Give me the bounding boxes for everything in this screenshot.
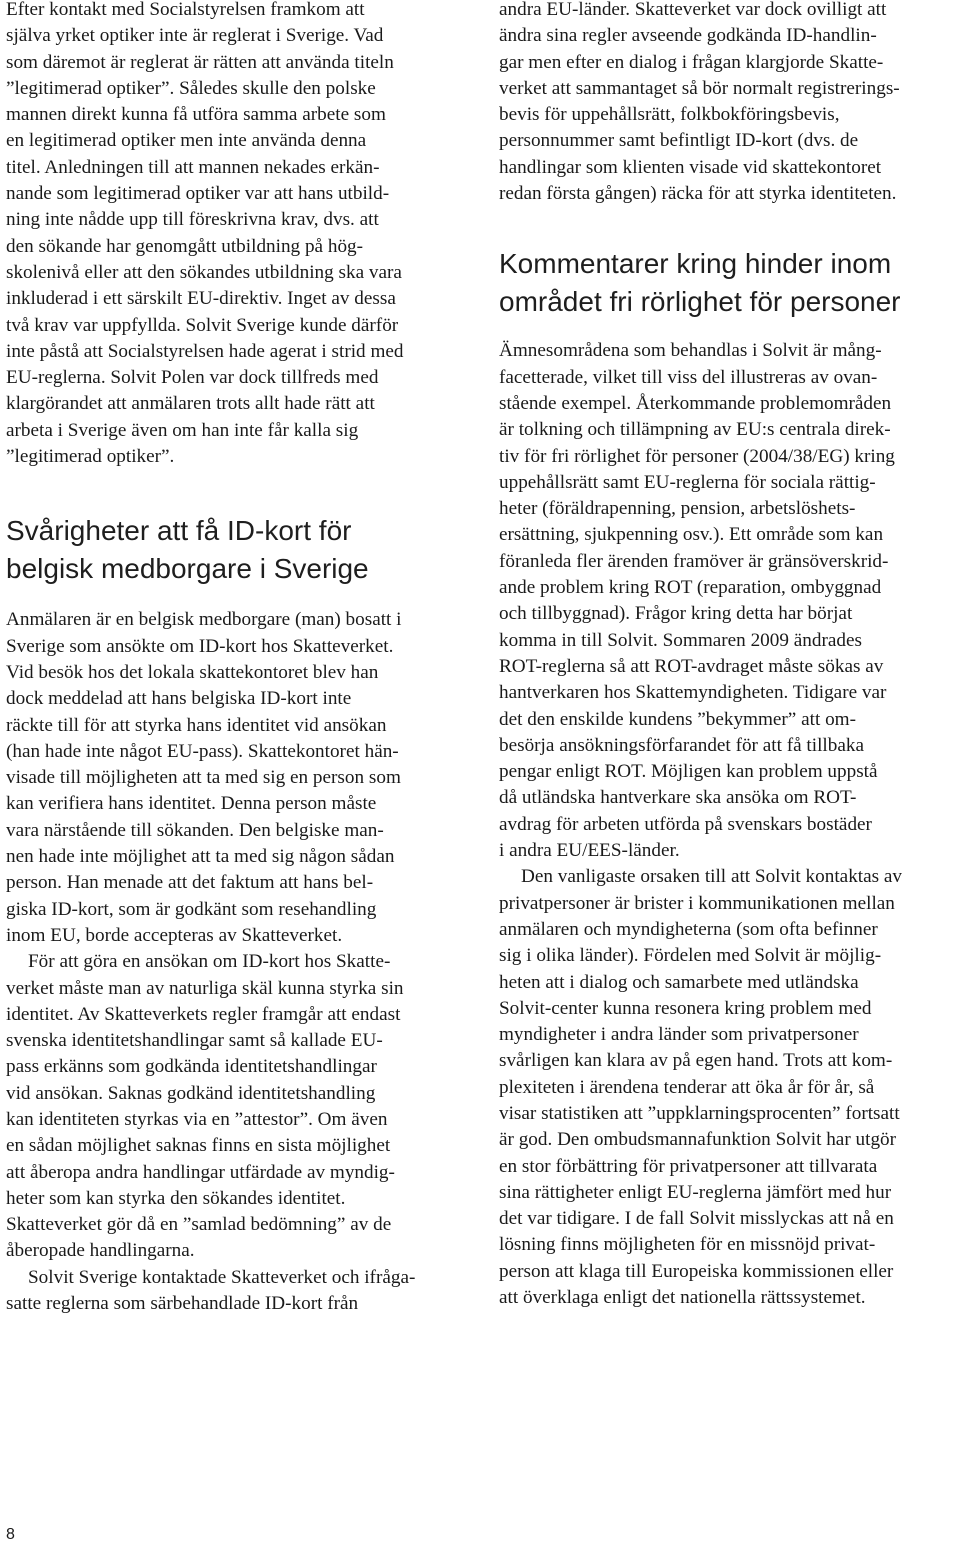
text-line: gar men efter en dialog i frågan klargjorde Skatte- (499, 51, 884, 73)
paragraph-id-kort (6, 607, 468, 949)
text-line: två krav var uppfyllda. Solvit Sverige kunde därför (6, 314, 399, 336)
text-line: visar statistiken att ”uppklarningsprocenten” fortsatt (499, 1102, 900, 1124)
text-line: det var tidigare. I de fall Solvit misslyckas att nå en (499, 1208, 894, 1230)
text-line: ning inte nådde upp till föreskrivna krav, dvs. att (6, 209, 379, 231)
text-line: sina rättigheter enligt EU-reglerna jämfört med hur (499, 1181, 892, 1203)
text-line: arbeta i Sverige även om han inte får kalla sig (6, 419, 359, 441)
heading-line: området fri rörlighet för personer (499, 286, 901, 318)
text-line: titel. Anledningen till att mannen nekades erkän- (6, 156, 380, 178)
text-line: det den enskilde kundens ”bekymmer” att om- (499, 708, 856, 730)
text-line: Solvit-center kunna resonera kring problem med (499, 997, 872, 1019)
text-line: mannen direkt kunna få utföra samma arbete som (6, 104, 386, 126)
page-number: 8 (6, 1526, 15, 1543)
text-line: lösning finns möjligheten för en missnöjd privat- (499, 1234, 876, 1256)
text-line: som däremot är reglerat är rätten att använda titeln (6, 51, 394, 73)
text-line: svenska identitetshandlingar samt så kallade EU- (6, 1030, 383, 1052)
text-line: heter (föräldrapenning, pension, arbetslöshets- (499, 498, 856, 520)
text-line: verket att sammantaget så bör normalt registrerings- (499, 77, 900, 99)
text-line: vara närstående till sökanden. Den belgiske man- (6, 819, 384, 841)
section-heading-kommentarer (499, 245, 960, 321)
text-line: en legitimerad optiker men inte använda denna (6, 130, 367, 152)
text-line: uppehållsrätt samt EU-reglerna för sociala rättig- (499, 471, 876, 493)
text-line: person. Han menade att det faktum att hans bel- (6, 872, 374, 894)
left-column (6, 0, 468, 1317)
heading-line: Kommentarer kring hinder inom (499, 248, 892, 280)
text-line: inte påstå att Socialstyrelsen hade agerat i strid med (6, 340, 404, 362)
paragraph-solvit-kontakt (6, 1265, 468, 1318)
right-column (499, 0, 960, 1311)
text-line: räckte till för att styrka hans identitet vid ansökan (6, 714, 387, 736)
text-line: ”legitimerad optiker”. Således skulle den polske (6, 77, 376, 99)
text-line: ändra sina regler avseende godkända ID-handlin- (499, 25, 877, 47)
text-line: satte reglerna som särbehandlade ID-kort från (6, 1293, 359, 1315)
text-line: heten att i dialog och samarbete med utländska (499, 971, 859, 993)
text-line: svårligen kan klara av på egen hand. Trots att kom- (499, 1050, 893, 1072)
section-heading-id-kort (6, 512, 468, 588)
text-line: skolenivå eller att den sökandes utbildning ska vara (6, 261, 402, 283)
text-line: Ämnesområdena som behandlas i Solvit är mång- (499, 340, 882, 362)
text-line: giska ID-kort, som är godkänt som resehandling (6, 898, 377, 920)
text-line: föranleda fler ärenden framöver är gränsöverskrid- (499, 550, 889, 572)
text-line: handlingar som klienten visade vid skattekontoret (499, 156, 882, 178)
text-line: hantverkaren hos Skattemyndigheten. Tidigare var (499, 682, 887, 704)
text-line: inkluderad i ett särskilt EU-direktiv. Inget av dessa (6, 288, 396, 310)
text-line: visade till möjligheten att ta med sig en person som (6, 767, 401, 789)
text-line: Skatteverket gör då en ”samlad bedömning” av de (6, 1214, 392, 1236)
text-line: en sådan möjlighet saknas finns en sista möjlighet (6, 1135, 391, 1157)
paragraph-amnesomraden (499, 338, 960, 864)
text-line: den sökande har genomgått utbildning på hög- (6, 235, 364, 257)
text-line: ande problem kring ROT (reparation, ombyggnad (499, 577, 882, 599)
text-line: och tillbyggnad). Frågor kring detta har börjat (499, 603, 853, 625)
text-line: anmälaren och myndigheterna (som ofta befinner (499, 918, 878, 940)
heading-line: belgisk medborgare i Sverige (6, 553, 369, 585)
text-line: nande som legitimerad optiker var att hans utbild- (6, 183, 390, 205)
text-line: ”legitimerad optiker”. (6, 446, 175, 468)
text-line: nen hade inte möjlighet att ta med sig någon sådan (6, 846, 395, 868)
text-line: i andra EU/EES-länder. (499, 840, 680, 862)
text-line: Efter kontakt med Socialstyrelsen framkom att (6, 0, 365, 20)
paragraph-id-kort-continued (499, 0, 960, 207)
text-line: person att klaga till Europeiska kommissionen eller (499, 1260, 894, 1282)
text-line: vid ansökan. Saknas godkänd identitetshandling (6, 1082, 376, 1104)
text-line: identitet. Av Skatteverkets regler framgår att endast (6, 1003, 401, 1025)
text-line: avdrag för arbeten utförda på svenskars bostäder (499, 813, 872, 835)
text-line: är god. Den ombudsmannafunktion Solvit har utgör (499, 1129, 897, 1151)
text-line: plexiteten i ärendena tenderar att öka år för år, så (499, 1076, 875, 1098)
text-line: bevis för uppehållsrätt, folkbokföringsbevis, (499, 104, 840, 126)
text-line: dock meddelad att hans belgiska ID-kort inte (6, 688, 352, 710)
text-line: andra EU-länder. Skatteverket var dock ovilligt att (499, 0, 887, 20)
text-line: själva yrket optiker inte är reglerat i Sverige. Vad (6, 25, 384, 47)
text-line: sig i olika länder). Fördelen med Solvit är möjlig- (499, 945, 882, 967)
text-line: tiv för fri rörlighet för personer (2004/38/EG) kring (499, 445, 895, 467)
text-line: personnummer samt befintligt ID-kort (dvs. de (499, 130, 859, 152)
text-line: ROT-reglerna så att ROT-avdraget måste sökas av (499, 655, 884, 677)
text-line: redan första gången) räcka för att styrka identiteten. (499, 183, 897, 205)
text-line: att åberopa andra handlingar utfärdade av myndig- (6, 1161, 395, 1183)
paragraph-vanligaste-orsaken (499, 864, 960, 1311)
text-line: pengar enligt ROT. Möjligen kan problem uppstå (499, 761, 878, 783)
text-line: verket måste man av naturliga skäl kunna styrka sin (6, 977, 404, 999)
text-line: komma in till Solvit. Sommaren 2009 ändrades (499, 629, 862, 651)
text-line: då utländska hantverkare ska ansöka om ROT- (499, 787, 857, 809)
text-line: kan verifiera hans identitet. Denna person måste (6, 793, 377, 815)
text-line: Anmälaren är en belgisk medborgare (man) bosatt i (6, 609, 402, 631)
text-line: är tolkning och tillämpning av EU:s centrala direk- (499, 419, 891, 441)
text-line: (han hade inte något EU-pass). Skattekontoret hän- (6, 740, 399, 762)
text-line: stående exempel. Återkommande problemområden (499, 392, 892, 414)
text-line: EU-reglerna. Solvit Polen var dock tillfreds med (6, 367, 379, 389)
text-line: heter som kan styrka den sökandes identitet. (6, 1187, 346, 1209)
text-line: För att göra en ansökan om ID-kort hos Skatte- (28, 951, 391, 973)
text-line: privatpersoner är brister i kommunikationen mellan (499, 892, 895, 914)
text-line: pass erkänns som godkända identitetshandlingar (6, 1056, 377, 1078)
text-line: Den vanligaste orsaken till att Solvit kontaktas av (521, 866, 903, 888)
text-line: facetterade, vilket till viss del illustreras av ovan- (499, 366, 878, 388)
text-line: kan identiteten styrkas via en ”attestor”. Om även (6, 1108, 388, 1130)
text-line: Solvit Sverige kontaktade Skatteverket och ifråga- (28, 1266, 416, 1288)
text-line: ersättning, sjukpenning osv.). Ett område som kan (499, 524, 884, 546)
text-line: besörja ansökningsförfarandet för att få tillbaka (499, 734, 864, 756)
heading-line: Svårigheter att få ID-kort för (6, 515, 352, 547)
text-line: Vid besök hos det lokala skattekontoret blev han (6, 661, 379, 683)
paragraph-skatteverket-regler (6, 949, 468, 1265)
paragraph-optiker (6, 0, 468, 470)
text-line: inom EU, borde accepteras av Skatteverket. (6, 924, 343, 946)
text-line: att överklaga enligt det nationella rättssystemet. (499, 1287, 866, 1309)
text-line: en stor förbättring för privatpersoner att tillvarata (499, 1155, 878, 1177)
text-line: myndigheter i andra länder som privatpersoner (499, 1024, 859, 1046)
text-line: klargörandet att anmälaren trots allt hade rätt att (6, 393, 375, 415)
text-line: Sverige som ansökte om ID-kort hos Skatteverket. (6, 635, 394, 657)
text-line: åberopade handlingarna. (6, 1240, 195, 1262)
